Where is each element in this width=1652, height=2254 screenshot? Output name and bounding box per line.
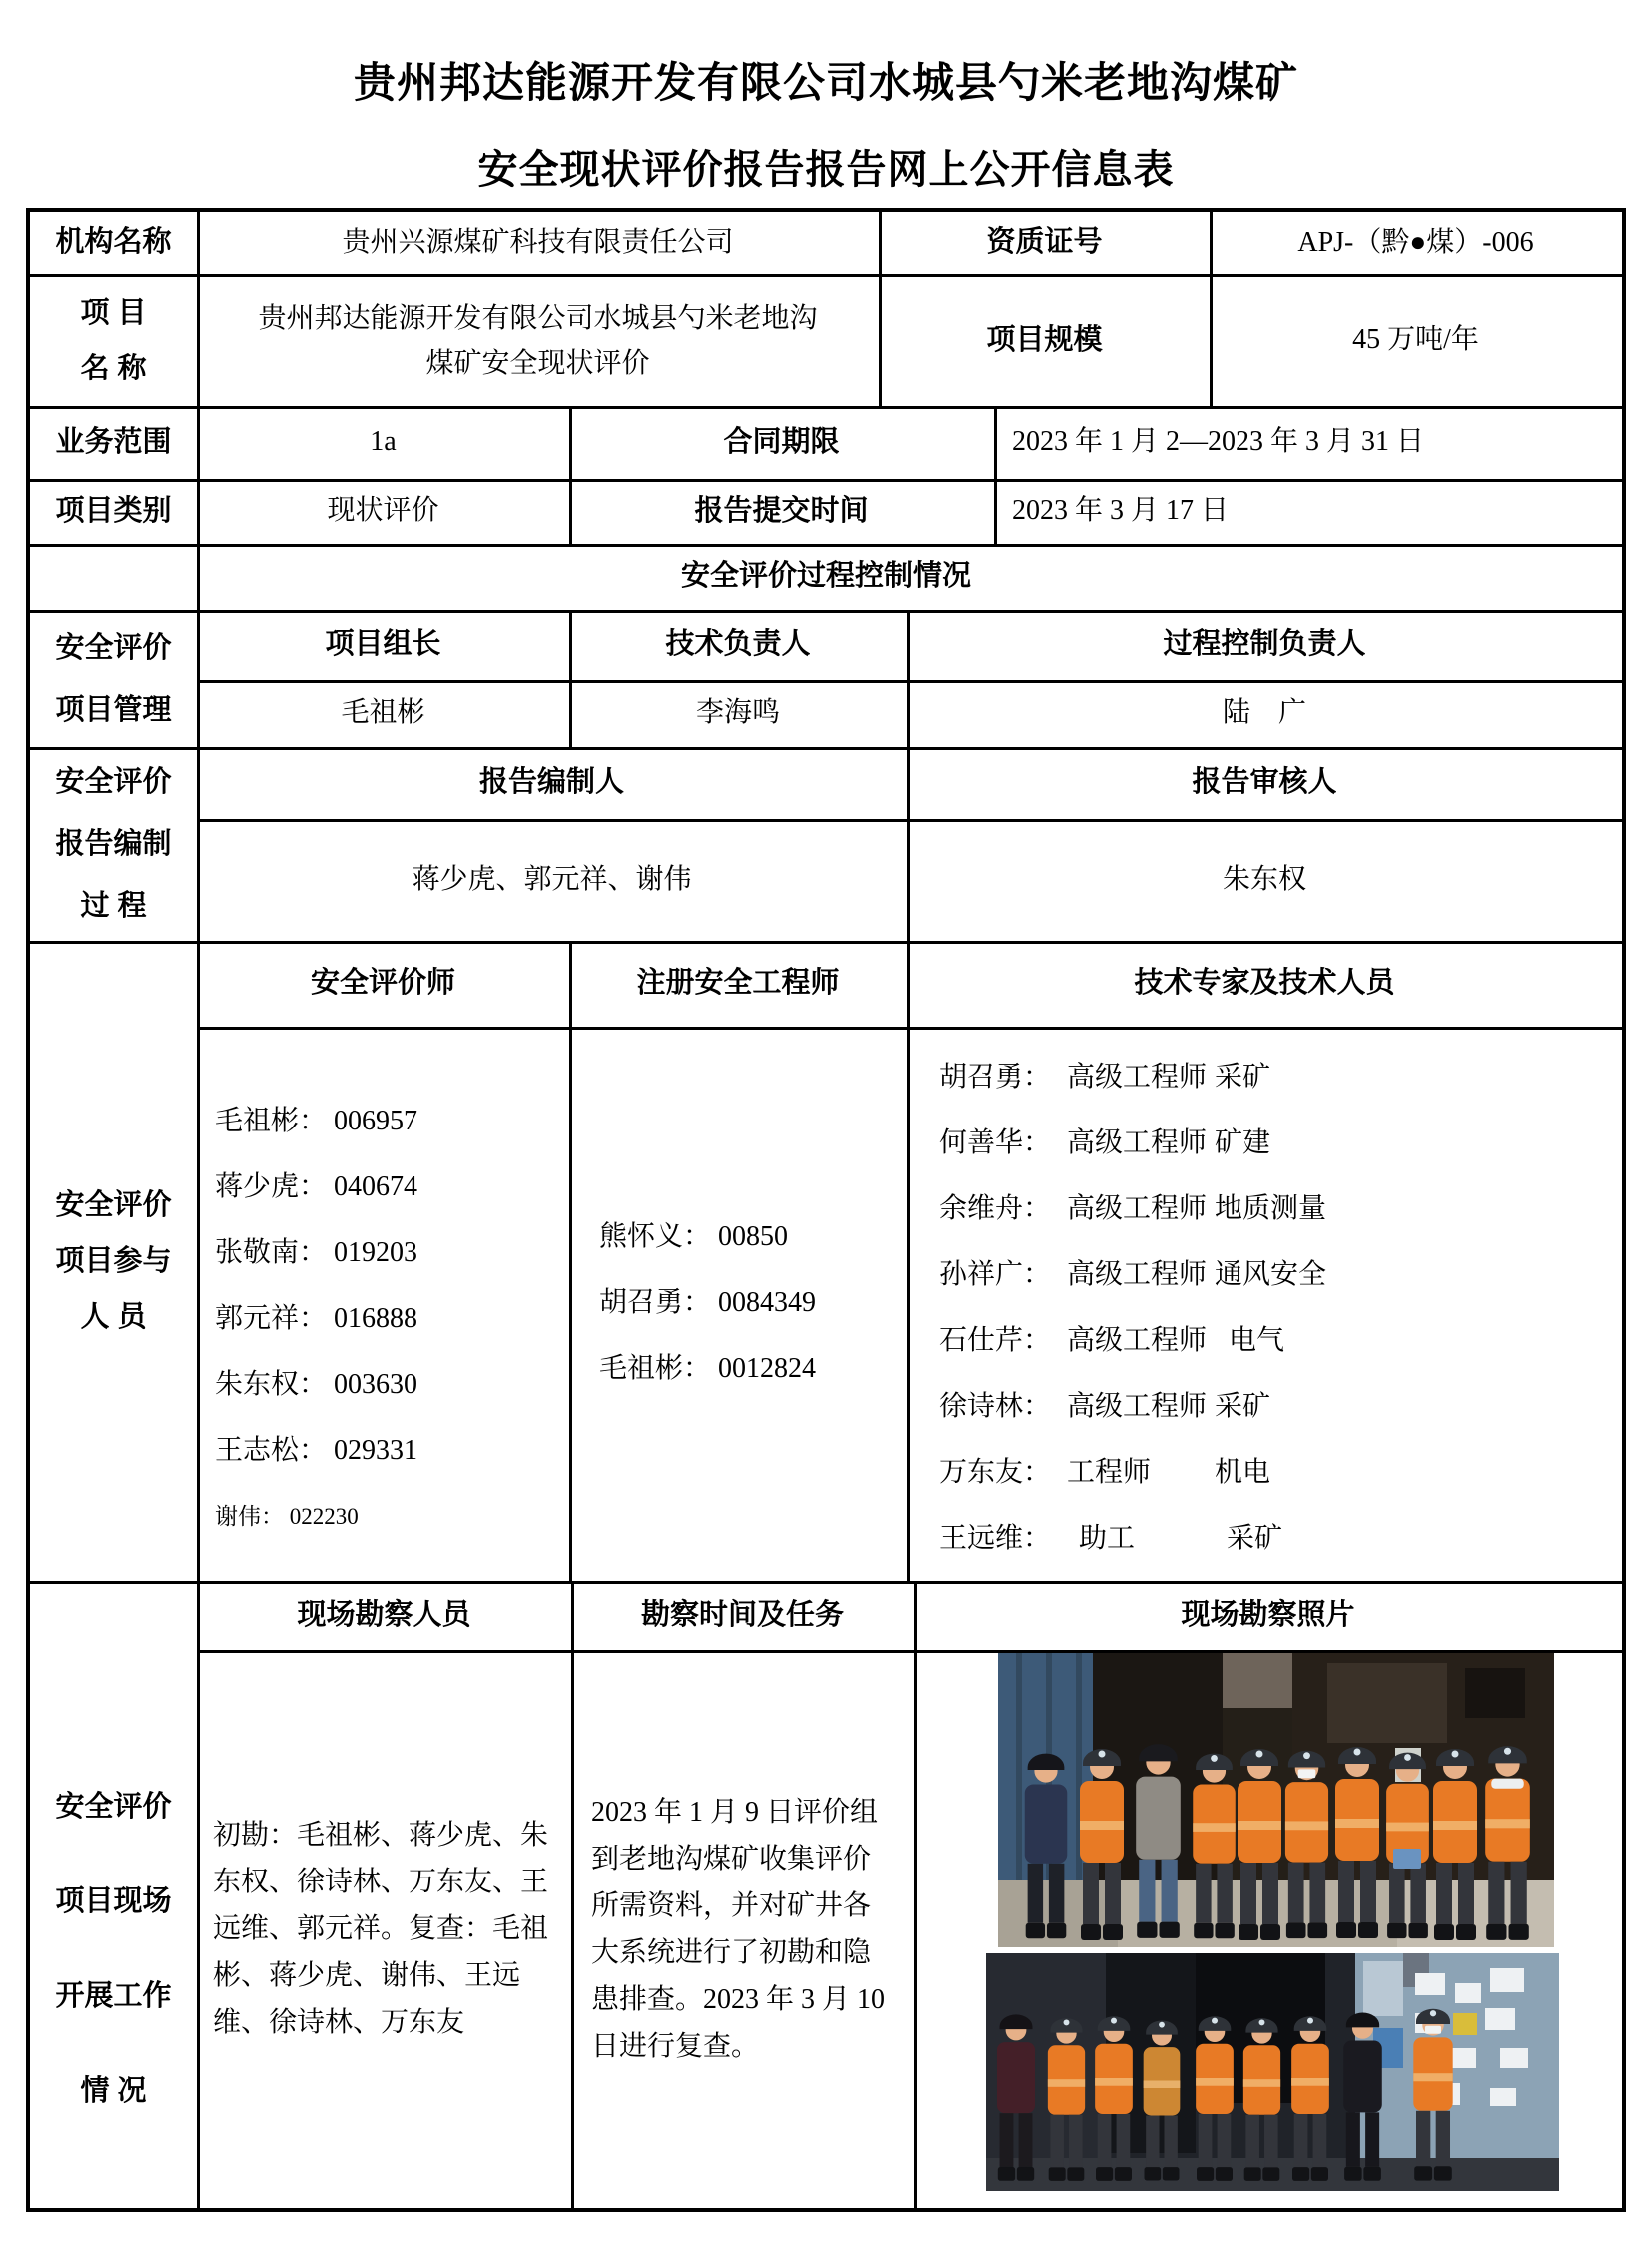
site-work-label [30,1581,197,2208]
expert-item [939,1045,1270,1111]
project-name-label-line: 名 称 [80,352,147,384]
project-scale-value: 45 万吨/年 [1352,324,1479,356]
site-work-label-line: 情 况 [80,2075,147,2107]
evaluator-item: 郭元祥： 016888 [215,1302,418,1334]
survey-personnel-text-cell [197,1650,571,2208]
expert-name: 万东友： [939,1456,1052,1488]
report-submit-value: 2023 年 3 月 17 日 [1012,495,1230,527]
technical-expert-list [907,1027,1622,1581]
survey-photo-header: 现场勘察照片 [1181,1598,1355,1631]
evaluator-item: 蒋少虎： 040674 [215,1170,418,1202]
technical-expert-header: 技术专家及技术人员 [1134,967,1395,1000]
tech-director-value: 李海鸣 [695,697,780,729]
expert-field: 采矿 [1215,1061,1271,1093]
participants-label [30,941,197,1581]
expert-title: 高级工程师 [1067,1390,1208,1422]
expert-field: 电气 [1229,1324,1285,1356]
expert-item [939,1111,1270,1176]
expert-name: 王远维： [939,1522,1052,1554]
evaluator-item: 毛祖彬： 006957 [215,1105,418,1136]
participants-label-line: 项目参与 [55,1244,172,1277]
engineer-item: 熊怀义： 00850 [599,1221,789,1253]
expert-field: 通风安全 [1215,1258,1327,1290]
survey-time-text-cell [571,1650,914,2208]
business-scope-value: 1a [370,426,397,458]
survey-time-header: 勘察时间及任务 [640,1598,844,1631]
engineer-item: 胡召勇： 0084349 [599,1287,817,1319]
management-label [30,610,197,747]
expert-field: 采矿 [1215,1390,1271,1422]
expert-title: 高级工程师 [1067,1127,1208,1158]
cert-number-value: APJ-（黔●煤）-006 [1297,226,1534,258]
process-control-director-label: 过程控制负责人 [1163,628,1366,661]
org-name-value: 贵州兴源煤矿科技有限责任公司 [342,226,734,258]
expert-title: 高级工程师 [1067,1324,1208,1356]
process-control-section-header: 安全评价过程控制情况 [680,560,971,593]
management-label-line: 项目管理 [55,693,172,726]
evaluator-item: 王志松： 029331 [215,1434,418,1466]
project-name-label-line: 项 目 [80,296,147,329]
survey-time-text: 2023 年 1 月 9 日评价组到老地沟煤矿收集评价所需资料，并对矿井各大系统进行了初勘和隐患排查。2023 年 3 月 10 日进行复查。 [591,1796,886,2062]
expert-item [939,1374,1270,1440]
expert-item [939,1308,1284,1374]
report-writer-label: 报告编制人 [478,766,624,799]
expert-name: 胡召勇： [939,1061,1052,1093]
business-scope-label: 业务范围 [55,425,172,458]
engineer-item: 毛祖彬： 0012824 [599,1353,817,1385]
expert-field: 矿建 [1215,1127,1271,1158]
survey-personnel-text: 初勘：毛祖彬、蒋少虎、朱东权、徐诗林、万东友、王远维、郭元祥。复查：毛祖彬、蒋少虎、谢伟、王远维、徐诗林、万东友 [213,1820,549,2038]
site-work-label-line: 开展工作 [55,1980,172,2012]
report-reviewer-value: 朱东权 [1222,863,1306,895]
project-leader-value: 毛祖彬 [341,697,425,729]
expert-item [939,1176,1326,1242]
expert-title: 高级工程师 [1067,1258,1208,1290]
expert-name: 何善华： [939,1127,1052,1158]
cert-number-label: 资质证号 [986,226,1103,259]
project-scale-label: 项目规模 [986,323,1103,356]
report-compilation-label-line: 安全评价 [55,766,172,798]
survey-personnel-header: 现场勘察人员 [297,1598,471,1631]
report-reviewer-label: 报告审核人 [1192,766,1337,799]
safety-evaluator-list [197,1027,569,1581]
project-leader-label: 项目组长 [325,628,441,661]
expert-item [939,1242,1326,1308]
expert-name: 石仕芹： [939,1324,1052,1356]
registered-engineer-list [569,1027,907,1581]
expert-field: 采矿 [1227,1522,1283,1554]
expert-field: 机电 [1215,1456,1271,1488]
evaluator-item: 张敬南： 019203 [215,1236,418,1268]
management-label-line: 安全评价 [55,631,172,664]
report-submit-label: 报告提交时间 [694,494,869,527]
contract-period-value: 2023 年 1 月 2—2023 年 3 月 31 日 [1012,426,1425,458]
survey-photos-cell [914,1650,1622,2208]
site-survey-photo-indoor [986,1953,1559,2191]
process-control-director-value: 陆 广 [1222,697,1306,729]
participants-label-line: 人 员 [80,1300,147,1333]
contract-period-label: 合同期限 [723,425,840,458]
expert-item [939,1440,1270,1506]
expert-name: 孙祥广： [939,1258,1052,1290]
project-type-label: 项目类别 [55,494,172,527]
evaluator-item: 谢伟： 022230 [215,1504,359,1530]
expert-title: 助工 [1079,1522,1136,1554]
org-name-label: 机构名称 [55,226,172,259]
expert-item [939,1506,1282,1572]
report-compilation-label-line: 报告编制 [55,828,172,860]
report-compilation-label [30,747,197,941]
document-title-line2: 安全现状评价报告报告网上公开信息表 [477,148,1175,192]
expert-name: 余维舟： [939,1192,1052,1224]
expert-field: 地质测量 [1215,1192,1327,1224]
participants-label-line: 安全评价 [55,1188,172,1221]
safety-evaluator-header: 安全评价师 [310,967,455,1000]
expert-title: 高级工程师 [1067,1061,1208,1093]
site-work-label-line: 项目现场 [55,1885,172,1917]
project-type-value: 现状评价 [327,495,439,527]
site-survey-photo-outdoor [998,1653,1554,1947]
report-compilation-label-line: 过 程 [80,890,147,922]
expert-name: 徐诗林： [939,1390,1052,1422]
info-table [26,208,1626,2212]
project-name-text: 贵州邦达能源开发有限公司水城县勺米老地沟煤矿安全现状评价 [258,302,818,378]
expert-title: 高级工程师 [1067,1192,1208,1224]
registered-engineer-header: 注册安全工程师 [636,967,840,1000]
expert-title: 工程师 [1067,1456,1152,1488]
evaluator-item: 朱东权： 003630 [215,1368,418,1400]
tech-director-label: 技术负责人 [665,628,811,661]
project-name-value [197,274,879,406]
site-work-label-line: 安全评价 [55,1791,172,1823]
project-name-label [30,274,197,406]
report-writer-value: 蒋少虎、郭元祥、谢伟 [412,863,692,895]
document-title-line1: 贵州邦达能源开发有限公司水城县勺米老地沟煤矿 [353,59,1298,106]
